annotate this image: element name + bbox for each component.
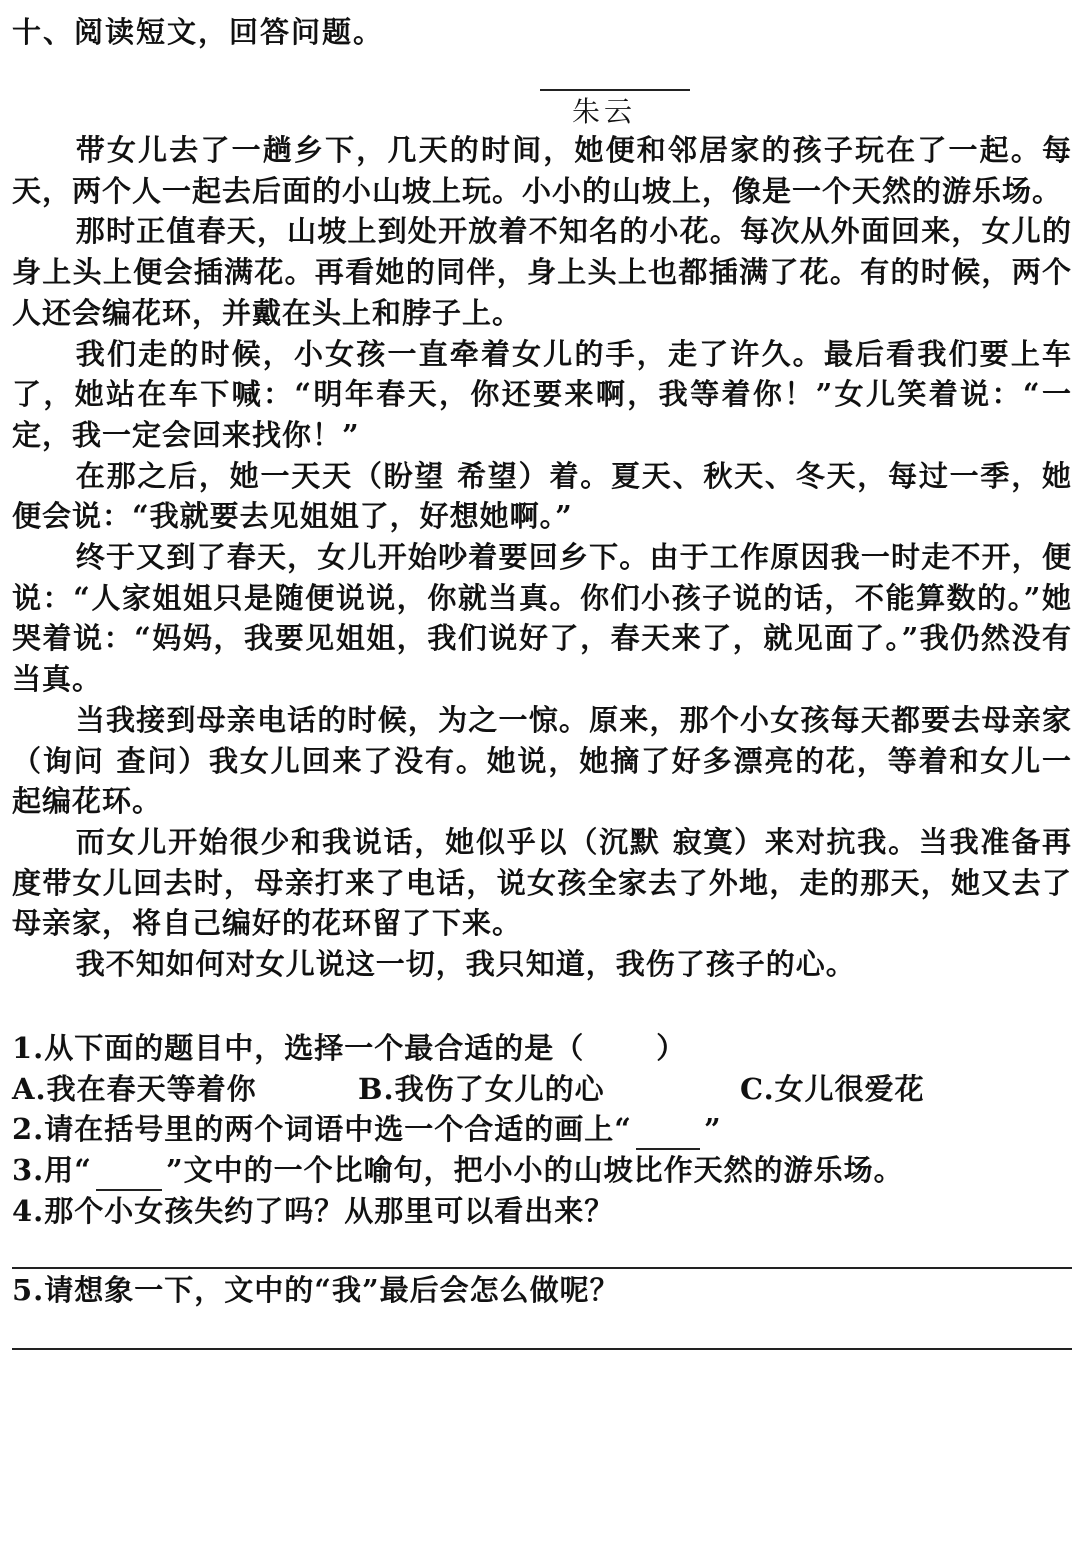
question-2-underline-mark [636, 1118, 700, 1150]
question-1-text: 1.从下面的题目中，选择一个最合适的是（ [12, 1031, 585, 1065]
passage-paragraph: 在那之后，她一天天（盼望 希望）着。夏天、秋天、冬天，每过一季，她便会说：“我就要去见姐姐了，好想她啊。” [12, 458, 1072, 534]
question-3-text: 3.用“ [12, 1153, 92, 1188]
question-4: 4.那个小女孩失约了吗？从那里可以看出来？ [12, 1193, 615, 1228]
question-2-close: ” [703, 1112, 722, 1147]
question-1 [12, 1028, 1072, 1069]
question-5-answer-line[interactable] [12, 1348, 1072, 1350]
passage-paragraph: 终于又到了春天，女儿开始吵着要回乡下。由于工作原因我一时走不开，便说：“人家姐姐只是随便说说，你就当真。你们小孩子说的话，不能算数的。”她哭着说：“妈妈，我要见姐姐，我们说好了，春天来了，就见面了。”我仍然没有当真。 [12, 540, 1072, 697]
passage-paragraph: 我们走的时候，小女孩一直牵着女儿的手，走了许久。最后看我们要上车了，她站在车下喊：“明年春天，你还要来啊，我等着你！”女儿笑着说：“一定，我一定会回来找你！” [12, 336, 1072, 452]
question-4-answer-line[interactable] [12, 1267, 1072, 1269]
question-2 [12, 1109, 1072, 1150]
section-heading: 十、阅读短文，回答问题。 [12, 15, 385, 49]
questions-part-2 [12, 1270, 1072, 1311]
option-b: B.我伤了女儿的心 [358, 1071, 605, 1106]
option-c: C.女儿很爱花 [740, 1071, 925, 1106]
question-3 [12, 1150, 1072, 1191]
passage-paragraph: 带女儿去了一趟乡下，几天的时间，她便和邻居家的孩子玩在了一起。每天，两个人一起去后面的小山坡上玩。小小的山坡上，像是一个天然的游乐场。 [12, 133, 1072, 208]
passage-paragraph: 我不知如何对女儿说这一切，我只知道，我伤了孩子的心。 [75, 947, 856, 982]
question-2-text: 2.请在括号里的两个词语中选一个合适的画上“ [12, 1112, 632, 1147]
question-3-underline-mark [96, 1159, 162, 1191]
question-1-close: ） [656, 1031, 687, 1065]
passage [12, 130, 1072, 985]
question-3-rest: ”文中的一个比喻句，把小小的山坡比作天然的游乐场。 [165, 1153, 904, 1188]
questions [12, 1028, 1072, 1232]
passage-paragraph: 当我接到母亲电话的时候，为之一惊。原来，那个小女孩每天都要去母亲家（询问 查问）我女儿回来了没有。她说，她摘了好多漂亮的花，等着和女儿一起编花环。 [12, 702, 1072, 819]
question-1-options [12, 1069, 1072, 1110]
passage-paragraph: 而女儿开始很少和我说话，她似乎以（沉默 寂寞）来对抗我。当我准备再度带女儿回去时，母亲打来了电话，说女孩全家去了外地，走的那天，她又去了母亲家，将自己编好的花环留了下来。 [12, 824, 1072, 941]
passage-paragraph: 那时正值春天，山坡上到处开放着不知名的小花。每次从外面回来，女儿的身上头上便会插满花。再看她的同伴，身上头上也都插满了花。有的时候，两个人还会编花环，并戴在头上和脖子上。 [12, 214, 1072, 330]
title-blank-line [540, 89, 690, 91]
question-5: 5.请想象一下，文中的“我”最后会怎么做呢？ [12, 1273, 620, 1307]
author-name: 朱云 [572, 95, 637, 128]
option-a: A.我在春天等着你 [12, 1071, 257, 1106]
